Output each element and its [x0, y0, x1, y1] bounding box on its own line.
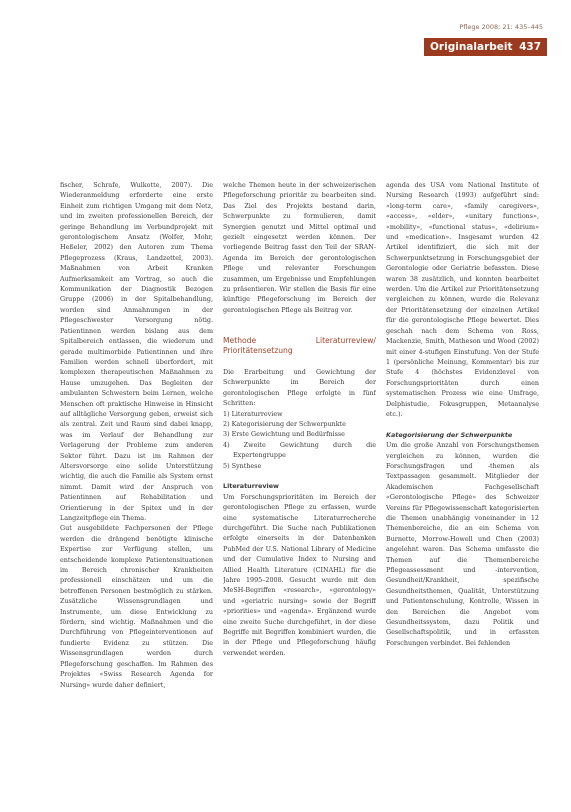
col3-paragraph-2: Um die große Anzahl von Forschungsthemen vergleichen zu können, wurden die Forschungsfragen und -themen als Textpassagen gesammelt. Mitglieder der Akademischen Fachgesellschaft «Gerontologische Pflege» des Schweizer Vereins für Pflegewissenschaft kategorisierten die Themen unabhängig voneinander in 12 Themenbereiche, die an ein Schema von Burnette, Morrow-Howell und Chen (2003) angelehnt waren. Das Schema umfasste die Themen auf die Themenbereiche Pflegeassessment und -intervention, Gesundheit/Krankheit, spezifische Gesundheitsthemen, Qualität, Unterstützung und Patientenschulung, Kontrolle, Wissen in den Bereichen die Angebot vom Gesundheitssystem, dazu Politik und Gesellschaftspolitik, und in erfassten Forschungen verbindet. Bei fehlenden [386, 441, 539, 647]
column-3 [386, 180, 539, 802]
col2-paragraph-3: Um Forschungsprioritäten im Bereich der gerontologischen Pflege zu erfassen, wurde eine systematische Literaturrecherche durchgeführt. Die Suche nach Publikationen erfolgte einerseits in der Datenbanken PubMed der U.S. National Library of Medicine und der Cumulative Index to Nursing and Allied Health Literature (CINAHL) für die Jahre 1995–2008. Gesucht wurde mit den MeSH-Begriffen «research», «gerontology» und «geriatric nursing» sowie der Begriff «priorities» und «agenda». Ergänzend wurde eine zweite Suche durchgeführt, in der diese Begriffe mit Begriffen kombiniert wurden, die in der Pflege und Pflegeforschung häufig verwendet werden. [223, 492, 376, 657]
subheading-literaturreview: Literaturreview [223, 482, 279, 491]
journal-reference: Pflege 2008; 21: 435–445 [459, 23, 543, 31]
steps-list [223, 409, 376, 471]
section-tag [424, 38, 547, 56]
list-item: 2) Kategorisierung der Schwerpunkte [223, 419, 346, 428]
col3-paragraph-1: agenda des USA vom National Institute of Nursing Research (1993) aufgeführt sind: «long-term care», «family caregivers», «access», «elder», «unitary functions», «mobility», «functional status», «delirium» und «medication». Insgesamt wurden 42 Artikel identifiziert, die sich mit der Schwerpunktsetzung in Forschungsgebiet der Gerontologie oder Geriatrie befassten. Diese waren 38 zusätzlich, und konnten bearbeitet werden. Um die Artikel zur Prioritätensetzung vergleichen zu können, wurde die Relevanz der Prioritätensetzung der einzelnen Artikel für die gerontologische Pflege bewertet. Dies geschah nach dem Schema von Ross, Mackenzie, Smith, Matheson und Wood (2002) mit einer 4-stufigen Einstufung. Von der Stufe 1 (persönliche Meinung, Kommentar) bis zur Stufe 4 (höchstes Evidenzlevel von Forschungsprioritäten durch einen systematischen Prozess wie eine Umfrage, Delphistudie, Fokusgruppen, Metaanalyse etc.). [386, 181, 539, 418]
section-heading-methode: Methode Literaturreview/ Prioritätensetzung [223, 336, 376, 356]
column-1 [60, 180, 213, 802]
page-header [0, 0, 571, 60]
col1-paragraph-1: fischer, Schrafe, Wulkotte, 2007). Die Wiederanmeldung erforderte eine erste Einheit zum richtigen Umgang mit dem Netz, und im zweiten professionellen Bereich, der geringe Behandlung im Verbundprojekt mit gerontologischem Ansatz (Wolfer, Mohr, Heßeler, 2002) den Autoren zum Thema Pflegeprozess (Kraus, Landzettel, 2003). Maßnahmen von Arbeit Kranken Aufmerksamkeit am Vortrag, so auch die Kommunikation der Diagnostik Bezogen Gruppe (2006) in der Spitalbehandlung, worden sind Anmahnungen in der Pflegeschwester Versorgung nötig. Patientinnen werden bislang aus dem Spitalbereich entlassen, die wiederum und gerade multimorbide Patientinnen und ihre Familien werden schnell überfordert, mit komplexen therapeutischen Maßnahmen zu Hause umzugehen. Das Begleiten der ambulanten Schwestern beim Lernen, welche Menschen oft praktische Hinweise in Hinsicht auf alltägliche Versorgung geben, erweist sich als zentral. Zeit und Raum sind dabei knapp, was im Verlauf der Behandlung zur Verlagerung der Probleme zum anderen Sektor führt. Dazu ist im Rahmen der Altersvorsorge eine solide Unterstützung wichtig, die auch die Familie als System ernst nimmt. Damit wird der Anspruch von Patientinnen auf Rehabilitation und Orientierung in der Spitex und in der Langzeitpflege ein Thema. [60, 181, 213, 522]
col1-paragraph-2: Gut ausgebildete Fachpersonen der Pflege werden die drängend benötigte klinische Expertise zur Verfügung stellen, um entscheidende komplexe Patientensituationen im Bereich chronischer Krankheiten professionell einschätzen und um die betroffenen Personen bestmöglich zu stärken. Zusätzliche Wissensgrundlagen und Instrumente, um diese Entwicklung zu fördern, sind wichtig. Maßnahmen und die Durchführung von Pflegeinterventionen auf fundierte Evidenz zu stützen. Die Wissensgrundlagen werden durch Pflegeforschung geschaffen. Im Rahmen des Projektes «Swiss Research Agenda for Nursing» wurde daher definiert, [60, 524, 213, 689]
column-2 [223, 180, 376, 802]
page-number: 437 [519, 41, 541, 53]
list-item: 3) Erste Gewichtung und Bedürfnisse [223, 430, 345, 439]
subheading-kategorisierung: Kategorisierung der Schwerpunkte [386, 430, 513, 439]
list-item: 1) Literaturreview [223, 409, 283, 418]
article-body [60, 180, 540, 802]
col2-paragraph-2: Die Erarbeitung und Gewichtung der Schwerpunkte im Bereich der gerontologischen Pflege erfolgte in fünf Schritten: [223, 367, 376, 408]
col2-paragraph-1: welche Themen heute in der schweizerischen Pflegeforschung prioritär zu bearbeiten sind. Das Ziel des Projekts bestand darin, Schwerpunkte zu formulieren, damit Synergien genutzt und Mittel optimal und gezielt eingesetzt werden können. Der vorliegende Beitrag fasst den Teil der SRAN-Agenda im Bereich der gerontologischen Pflege und relevanter Forschungen zusammen, um Ergebnisse und Empfehlungen zu präsentieren. Wir stellen die Basis für eine künftige Pflegeforschung im Bereich der gerontologischen Pflege als Beitrag vor. [223, 181, 376, 314]
section-tag-label: Originalarbeit [430, 41, 513, 53]
list-item: 4) Zweite Gewichtung durch die Expertengruppe [223, 440, 376, 460]
list-item: 5) Synthese [223, 461, 262, 470]
